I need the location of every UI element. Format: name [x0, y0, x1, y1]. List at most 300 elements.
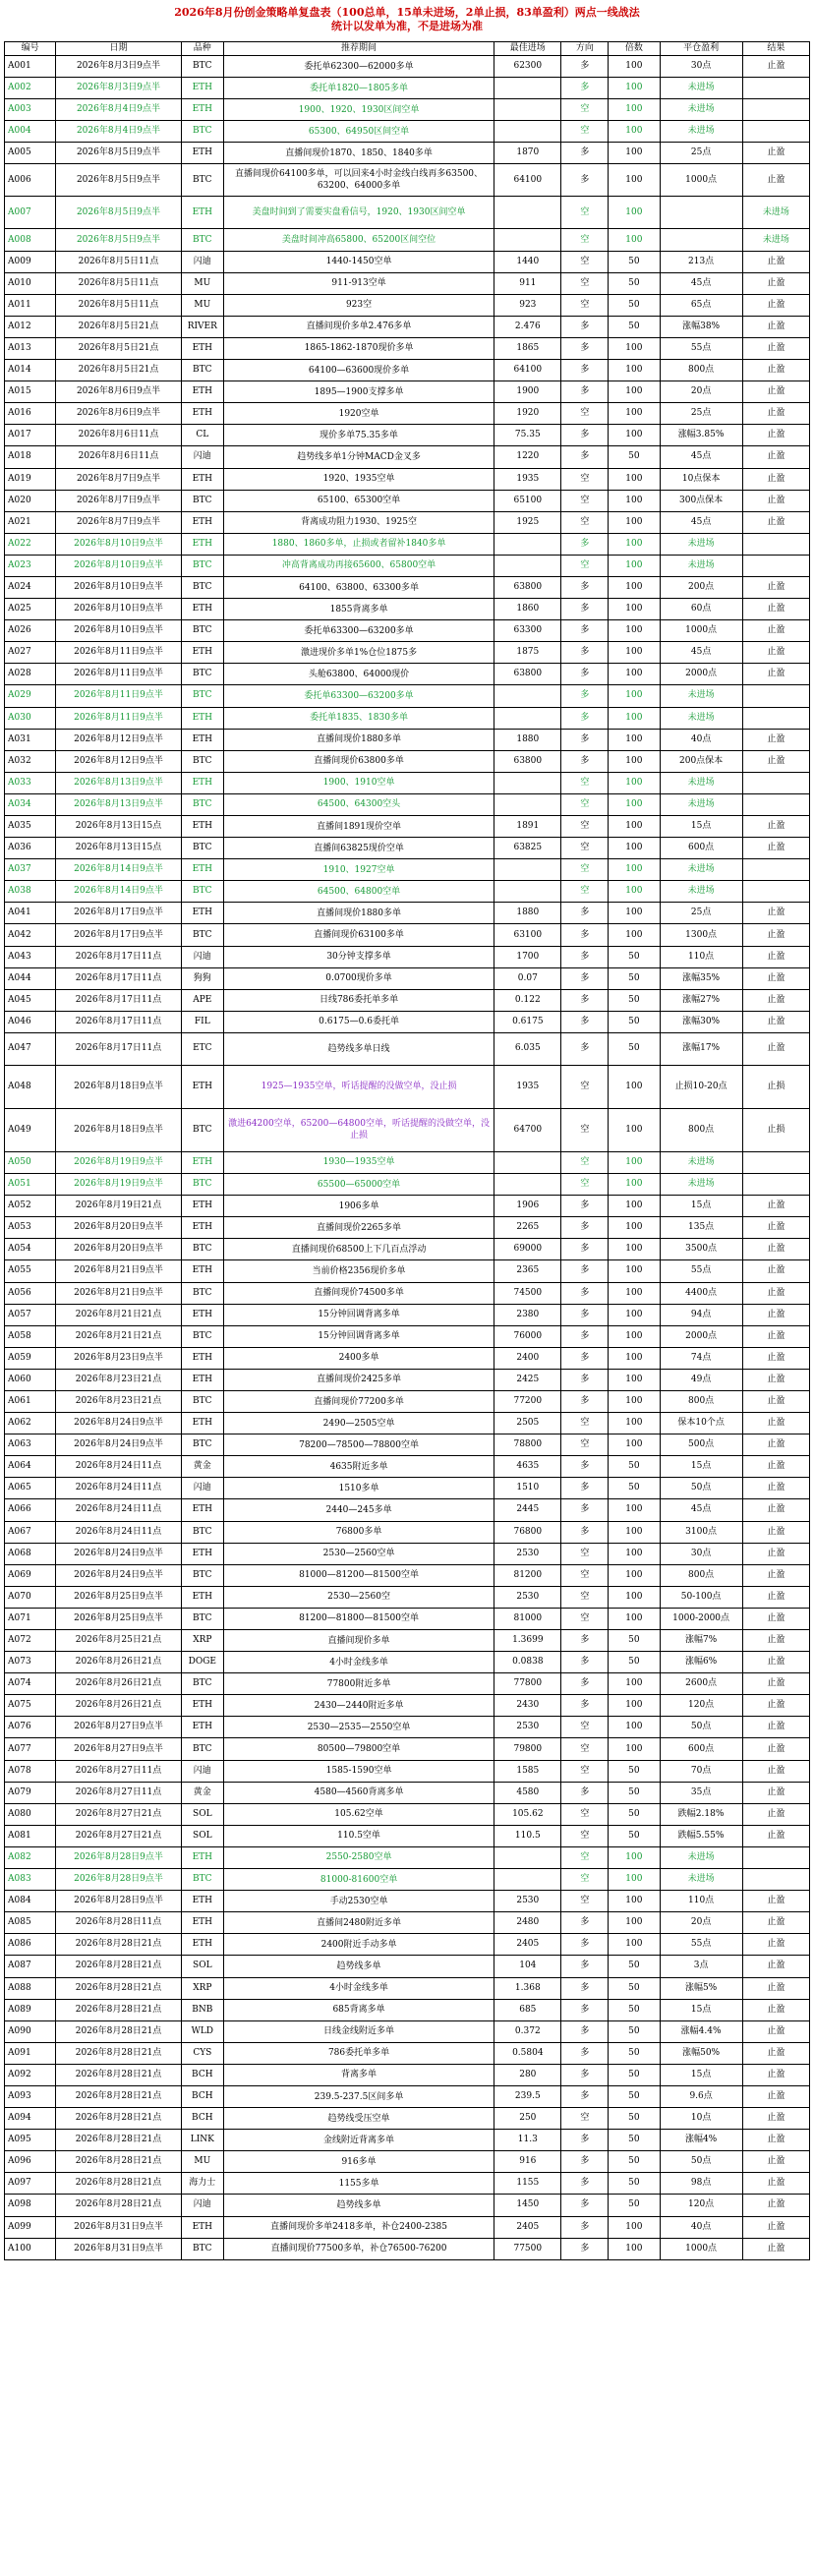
trade-direction: 多 — [561, 1630, 609, 1652]
trade-leverage: 100 — [609, 599, 660, 620]
table-row — [5, 121, 810, 143]
trade-recommendation: 直播间现价74500多单 — [223, 1282, 494, 1304]
table-row — [5, 903, 810, 924]
trade-profit: 1000点 — [660, 620, 742, 642]
trade-direction: 多 — [561, 1369, 609, 1390]
trade-entry: 6.035 — [494, 1032, 561, 1065]
trade-date: 2026年8月25日9点半 — [56, 1608, 181, 1629]
table-row — [5, 1673, 810, 1695]
trade-result: 止盈 — [742, 1347, 809, 1369]
trade-date: 2026年8月13日9点半 — [56, 772, 181, 793]
trade-id: A062 — [5, 1413, 56, 1434]
trade-direction: 空 — [561, 1413, 609, 1434]
trade-date: 2026年8月5日9点半 — [56, 164, 181, 197]
trade-entry — [494, 881, 561, 903]
trade-direction: 空 — [561, 838, 609, 859]
trade-date: 2026年8月17日11点 — [56, 1011, 181, 1032]
table-row — [5, 403, 810, 425]
trade-date: 2026年8月27日9点半 — [56, 1738, 181, 1760]
trade-entry: 1450 — [494, 2195, 561, 2216]
trade-leverage: 100 — [609, 197, 660, 229]
trade-recommendation: 2430—2440附近多单 — [223, 1695, 494, 1717]
trade-recommendation: 1930—1935空单 — [223, 1151, 494, 1173]
trade-date: 2026年8月28日21点 — [56, 1977, 181, 1999]
table-row — [5, 197, 810, 229]
trade-profit: 50点 — [660, 1478, 742, 1499]
trade-id: A063 — [5, 1434, 56, 1456]
trade-symbol: SOL — [181, 1956, 223, 1977]
trade-recommendation: 64100、63800、63300多单 — [223, 576, 494, 598]
trade-date: 2026年8月5日11点 — [56, 294, 181, 316]
table-row — [5, 1652, 810, 1673]
trade-symbol: ETH — [181, 403, 223, 425]
trade-symbol: MU — [181, 2151, 223, 2173]
trade-leverage: 100 — [609, 1347, 660, 1369]
trade-recommendation: 委托单1820—1805多单 — [223, 78, 494, 99]
trade-symbol: BTC — [181, 490, 223, 511]
trade-recommendation: 趋势线多单1分钟MACD金叉多 — [223, 446, 494, 468]
table-row — [5, 143, 810, 164]
trade-date: 2026年8月23日9点半 — [56, 1347, 181, 1369]
trade-profit: 未进场 — [660, 1174, 742, 1196]
table-row — [5, 1846, 810, 1868]
trade-recommendation: 65500—65000空单 — [223, 1174, 494, 1196]
trade-symbol: ETH — [181, 729, 223, 750]
trade-date: 2026年8月24日9点半 — [56, 1413, 181, 1434]
trade-symbol: ETH — [181, 468, 223, 490]
trade-symbol: BTC — [181, 1738, 223, 1760]
table-row — [5, 1032, 810, 1065]
trade-symbol: ETC — [181, 1032, 223, 1065]
sheet-title-line2: 统计以发单为准，不是进场为准 — [331, 20, 483, 32]
trade-recommendation: 背离多单 — [223, 2064, 494, 2085]
table-row — [5, 707, 810, 729]
trade-symbol: BTC — [181, 1608, 223, 1629]
table-row — [5, 1934, 810, 1956]
trade-entry — [494, 229, 561, 251]
trade-leverage: 100 — [609, 1543, 660, 1564]
trade-direction: 空 — [561, 859, 609, 881]
trade-direction: 多 — [561, 2042, 609, 2064]
trade-leverage: 50 — [609, 1478, 660, 1499]
trade-entry: 0.5804 — [494, 2042, 561, 2064]
trade-direction: 多 — [561, 143, 609, 164]
table-row — [5, 1825, 810, 1846]
trade-id: A089 — [5, 1999, 56, 2020]
trade-recommendation: 趋势线多单日线 — [223, 1032, 494, 1065]
table-row — [5, 620, 810, 642]
trade-result: 止盈 — [742, 1304, 809, 1325]
trade-profit: 45点 — [660, 511, 742, 533]
trade-id: A014 — [5, 360, 56, 381]
trade-symbol: ETH — [181, 1151, 223, 1173]
table-row — [5, 2064, 810, 2085]
trade-entry: 2530 — [494, 1543, 561, 1564]
trade-date: 2026年8月28日9点半 — [56, 1846, 181, 1868]
trade-direction: 多 — [561, 1390, 609, 1412]
trade-entry: 81200 — [494, 1564, 561, 1586]
trade-profit: 120点 — [660, 1695, 742, 1717]
trade-id: A061 — [5, 1390, 56, 1412]
trade-direction: 多 — [561, 533, 609, 555]
trade-date: 2026年8月26日21点 — [56, 1673, 181, 1695]
table-row — [5, 1717, 810, 1738]
trade-recommendation: 1585-1590空单 — [223, 1760, 494, 1782]
trade-symbol: BTC — [181, 56, 223, 78]
table-row — [5, 1260, 810, 1282]
trade-id: A026 — [5, 620, 56, 642]
trade-leverage: 100 — [609, 1413, 660, 1434]
trade-profit: 213点 — [660, 251, 742, 272]
trade-profit: 2000点 — [660, 1325, 742, 1347]
trade-leverage: 100 — [609, 1390, 660, 1412]
trade-id: A068 — [5, 1543, 56, 1564]
trade-symbol: 闪迪 — [181, 2195, 223, 2216]
trade-symbol: BTC — [181, 121, 223, 143]
trade-result — [742, 1869, 809, 1891]
trade-date: 2026年8月3日9点半 — [56, 56, 181, 78]
trade-direction: 多 — [561, 2020, 609, 2042]
table-row — [5, 1586, 810, 1608]
trade-date: 2026年8月5日11点 — [56, 251, 181, 272]
trade-recommendation: 1900、1920、1930区间空单 — [223, 99, 494, 121]
trade-result: 止盈 — [742, 924, 809, 946]
trade-symbol: ETH — [181, 99, 223, 121]
trade-id: A065 — [5, 1478, 56, 1499]
trade-leverage: 50 — [609, 1760, 660, 1782]
trade-recommendation: 日线786委托单多单 — [223, 989, 494, 1011]
trade-entry: 1870 — [494, 143, 561, 164]
trade-result: 止盈 — [742, 1912, 809, 1934]
trade-result: 止盈 — [742, 1934, 809, 1956]
trade-date: 2026年8月14日9点半 — [56, 881, 181, 903]
table-row — [5, 164, 810, 197]
trade-profit: 25点 — [660, 903, 742, 924]
trade-profit: 未进场 — [660, 793, 742, 815]
trade-id: A073 — [5, 1652, 56, 1673]
trade-id: A034 — [5, 793, 56, 815]
trade-id: A004 — [5, 121, 56, 143]
trade-recommendation: 直播间现价64100多单，可以回来4小时金线白线再多63500、63200、64000多单 — [223, 164, 494, 197]
table-row — [5, 1151, 810, 1173]
header-profit: 平仓盈利 — [660, 42, 742, 56]
trade-symbol: BTC — [181, 1325, 223, 1347]
table-row — [5, 1630, 810, 1652]
trade-direction: 空 — [561, 793, 609, 815]
trade-result: 止盈 — [742, 1760, 809, 1782]
trade-result: 止盈 — [742, 599, 809, 620]
trade-leverage: 100 — [609, 750, 660, 772]
trade-id: A078 — [5, 1760, 56, 1782]
trade-recommendation: 委托单62300—62000多单 — [223, 56, 494, 78]
trade-entry: 63800 — [494, 664, 561, 685]
trade-date: 2026年8月21日9点半 — [56, 1282, 181, 1304]
trade-result: 止盈 — [742, 360, 809, 381]
trade-result: 止盈 — [742, 1239, 809, 1260]
trade-entry: 1700 — [494, 946, 561, 967]
trade-result: 止盈 — [742, 316, 809, 337]
table-row — [5, 1282, 810, 1304]
trade-symbol: BTC — [181, 164, 223, 197]
table-row — [5, 729, 810, 750]
trade-entry: 2530 — [494, 1717, 561, 1738]
trade-entry: 2265 — [494, 1217, 561, 1239]
table-row — [5, 1738, 810, 1760]
trade-date: 2026年8月28日21点 — [56, 2085, 181, 2107]
trade-id: A074 — [5, 1673, 56, 1695]
trade-profit: 10点保本 — [660, 468, 742, 490]
trade-id: A047 — [5, 1032, 56, 1065]
trade-id: A093 — [5, 2085, 56, 2107]
trade-date: 2026年8月12日9点半 — [56, 729, 181, 750]
trade-result: 止盈 — [742, 381, 809, 403]
trade-recommendation: 911-913空单 — [223, 272, 494, 294]
trade-id: A060 — [5, 1369, 56, 1390]
trade-symbol: CL — [181, 425, 223, 446]
trade-result: 止盈 — [742, 1521, 809, 1543]
trade-symbol: 闪迪 — [181, 946, 223, 967]
trade-date: 2026年8月28日9点半 — [56, 1891, 181, 1912]
trade-id: A071 — [5, 1608, 56, 1629]
trade-leverage: 50 — [609, 1825, 660, 1846]
trade-recommendation: 趋势线多单 — [223, 1956, 494, 1977]
trade-id: A072 — [5, 1630, 56, 1652]
table-row — [5, 881, 810, 903]
trade-symbol: ETH — [181, 1196, 223, 1217]
trade-symbol: ETH — [181, 1065, 223, 1108]
trade-entry: 1860 — [494, 599, 561, 620]
trade-symbol: ETH — [181, 1891, 223, 1912]
trade-result: 止盈 — [742, 1673, 809, 1695]
table-row — [5, 1521, 810, 1543]
trade-entry: 1906 — [494, 1196, 561, 1217]
trade-symbol: 闪迪 — [181, 251, 223, 272]
trade-recommendation: 1920空单 — [223, 403, 494, 425]
trade-entry — [494, 533, 561, 555]
trade-result: 止盈 — [742, 967, 809, 989]
trade-result: 止盈 — [742, 946, 809, 967]
trade-symbol: BTC — [181, 664, 223, 685]
table-row — [5, 967, 810, 989]
trade-date: 2026年8月6日9点半 — [56, 403, 181, 425]
trade-profit: 30点 — [660, 1543, 742, 1564]
trade-id: A032 — [5, 750, 56, 772]
trade-result: 止盈 — [742, 1803, 809, 1825]
trade-profit: 40点 — [660, 2216, 742, 2238]
trade-leverage: 50 — [609, 1456, 660, 1478]
trade-entry — [494, 99, 561, 121]
trade-result: 止盈 — [742, 1652, 809, 1673]
trade-direction: 空 — [561, 555, 609, 576]
trade-direction: 空 — [561, 881, 609, 903]
trade-profit: 45点 — [660, 642, 742, 664]
trade-result: 止盈 — [742, 1977, 809, 1999]
trade-symbol: ETH — [181, 1260, 223, 1282]
trade-profit: 55点 — [660, 1934, 742, 1956]
trade-leverage: 50 — [609, 446, 660, 468]
trade-date: 2026年8月28日21点 — [56, 1999, 181, 2020]
table-row — [5, 1304, 810, 1325]
trade-symbol: BTC — [181, 881, 223, 903]
trade-leverage: 100 — [609, 164, 660, 197]
table-row — [5, 316, 810, 337]
trade-leverage: 100 — [609, 511, 660, 533]
table-row — [5, 1956, 810, 1977]
trade-result: 止盈 — [742, 1738, 809, 1760]
trade-result: 止盈 — [742, 2151, 809, 2173]
trade-id: A020 — [5, 490, 56, 511]
trade-entry — [494, 1151, 561, 1173]
trade-result: 止盈 — [742, 1499, 809, 1521]
trade-id: A012 — [5, 316, 56, 337]
trade-direction: 多 — [561, 924, 609, 946]
trade-result: 止盈 — [742, 2195, 809, 2216]
trade-date: 2026年8月24日11点 — [56, 1521, 181, 1543]
trade-direction: 空 — [561, 197, 609, 229]
trade-date: 2026年8月23日21点 — [56, 1369, 181, 1390]
trade-profit: 60点 — [660, 599, 742, 620]
trade-direction: 空 — [561, 1760, 609, 1782]
trade-id: A028 — [5, 664, 56, 685]
trade-result: 止盈 — [742, 729, 809, 750]
trade-direction: 空 — [561, 1434, 609, 1456]
trade-result: 止盈 — [742, 2042, 809, 2064]
table-row — [5, 1011, 810, 1032]
trade-profit: 跌幅5.55% — [660, 1825, 742, 1846]
trade-symbol: BTC — [181, 750, 223, 772]
trade-result: 止盈 — [742, 1369, 809, 1390]
trade-direction: 多 — [561, 1282, 609, 1304]
trade-recommendation: 1910、1927空单 — [223, 859, 494, 881]
table-row — [5, 1369, 810, 1390]
trade-recommendation: 2550-2580空单 — [223, 1846, 494, 1868]
trade-entry: 63300 — [494, 620, 561, 642]
trade-leverage: 50 — [609, 1652, 660, 1673]
trade-symbol: 狗狗 — [181, 967, 223, 989]
table-row — [5, 511, 810, 533]
trade-direction: 多 — [561, 989, 609, 1011]
trade-direction: 多 — [561, 1652, 609, 1673]
table-row — [5, 446, 810, 468]
trade-id: A042 — [5, 924, 56, 946]
trade-date: 2026年8月6日11点 — [56, 446, 181, 468]
trade-result: 止盈 — [742, 490, 809, 511]
trade-direction: 多 — [561, 2216, 609, 2238]
trade-symbol: ETH — [181, 1717, 223, 1738]
trade-recommendation: 直播间现价77500多单，补仓76500-76200 — [223, 2238, 494, 2259]
trade-symbol: ETH — [181, 78, 223, 99]
header-symbol: 品种 — [181, 42, 223, 56]
trade-recommendation: 105.62空单 — [223, 1803, 494, 1825]
table-row — [5, 2195, 810, 2216]
trade-symbol: ETH — [181, 1499, 223, 1521]
trade-entry: 1880 — [494, 729, 561, 750]
trade-leverage: 100 — [609, 1869, 660, 1891]
trade-result: 止盈 — [742, 403, 809, 425]
trade-direction: 空 — [561, 294, 609, 316]
trade-entry: 2480 — [494, 1912, 561, 1934]
trade-recommendation: 1510多单 — [223, 1478, 494, 1499]
trade-date: 2026年8月10日9点半 — [56, 620, 181, 642]
trade-profit: 55点 — [660, 337, 742, 359]
table-row — [5, 251, 810, 272]
trade-result — [742, 859, 809, 881]
trade-direction: 多 — [561, 1011, 609, 1032]
trade-profit: 25点 — [660, 143, 742, 164]
trade-profit: 20点 — [660, 1912, 742, 1934]
trade-entry: 916 — [494, 2151, 561, 2173]
trade-symbol: BCH — [181, 2064, 223, 2085]
trade-recommendation: 1906多单 — [223, 1196, 494, 1217]
trade-result: 止盈 — [742, 272, 809, 294]
trade-recommendation: 趋势线多单 — [223, 2195, 494, 2216]
trade-profit: 74点 — [660, 1347, 742, 1369]
table-row — [5, 1782, 810, 1803]
trade-id: A088 — [5, 1977, 56, 1999]
trade-direction: 空 — [561, 1586, 609, 1608]
trade-id: A019 — [5, 468, 56, 490]
trade-direction: 空 — [561, 403, 609, 425]
table-row — [5, 2173, 810, 2195]
trade-leverage: 100 — [609, 1325, 660, 1347]
trade-profit: 45点 — [660, 1499, 742, 1521]
trade-direction: 空 — [561, 1825, 609, 1846]
trade-symbol: BTC — [181, 1174, 223, 1196]
trade-recommendation: 2440—245多单 — [223, 1499, 494, 1521]
trade-direction: 多 — [561, 1325, 609, 1347]
trade-recommendation: 直播间现价77200多单 — [223, 1390, 494, 1412]
trade-leverage: 50 — [609, 1977, 660, 1999]
trade-entry — [494, 685, 561, 707]
trade-result: 止盈 — [742, 143, 809, 164]
trade-recommendation: 1920、1935空单 — [223, 468, 494, 490]
trade-symbol: BTC — [181, 838, 223, 859]
trade-profit: 涨幅30% — [660, 1011, 742, 1032]
trade-entry — [494, 793, 561, 815]
trade-symbol: ETH — [181, 1934, 223, 1956]
trade-result: 止盈 — [742, 1325, 809, 1347]
trade-entry: 1220 — [494, 446, 561, 468]
trade-date: 2026年8月10日9点半 — [56, 576, 181, 598]
trade-id: A057 — [5, 1304, 56, 1325]
trade-date: 2026年8月5日9点半 — [56, 143, 181, 164]
trade-leverage: 100 — [609, 403, 660, 425]
trade-profit: 2600点 — [660, 1673, 742, 1695]
trade-symbol: BTC — [181, 360, 223, 381]
trade-result: 止盈 — [742, 1608, 809, 1629]
trade-id: A049 — [5, 1108, 56, 1151]
trade-direction: 空 — [561, 1717, 609, 1738]
sheet-title-line1: 2026年8月份创金策略单复盘表（100总单，15单未进场，2单止损，83单盈利）两点一线战法 — [174, 6, 640, 19]
trade-result: 止盈 — [742, 2108, 809, 2130]
table-row — [5, 1478, 810, 1499]
trade-direction: 多 — [561, 316, 609, 337]
trade-direction: 多 — [561, 729, 609, 750]
trade-direction: 多 — [561, 642, 609, 664]
trade-entry: 1155 — [494, 2173, 561, 2195]
trade-profit: 600点 — [660, 838, 742, 859]
trade-result: 未进场 — [742, 197, 809, 229]
trade-date: 2026年8月18日9点半 — [56, 1065, 181, 1108]
trade-profit: 600点 — [660, 1738, 742, 1760]
trade-date: 2026年8月10日9点半 — [56, 533, 181, 555]
trade-leverage: 100 — [609, 1586, 660, 1608]
header-result: 结果 — [742, 42, 809, 56]
trade-symbol: ETH — [181, 381, 223, 403]
trade-result: 止盈 — [742, 2085, 809, 2107]
review-sheet — [4, 2, 810, 2260]
trade-symbol: BCH — [181, 2108, 223, 2130]
